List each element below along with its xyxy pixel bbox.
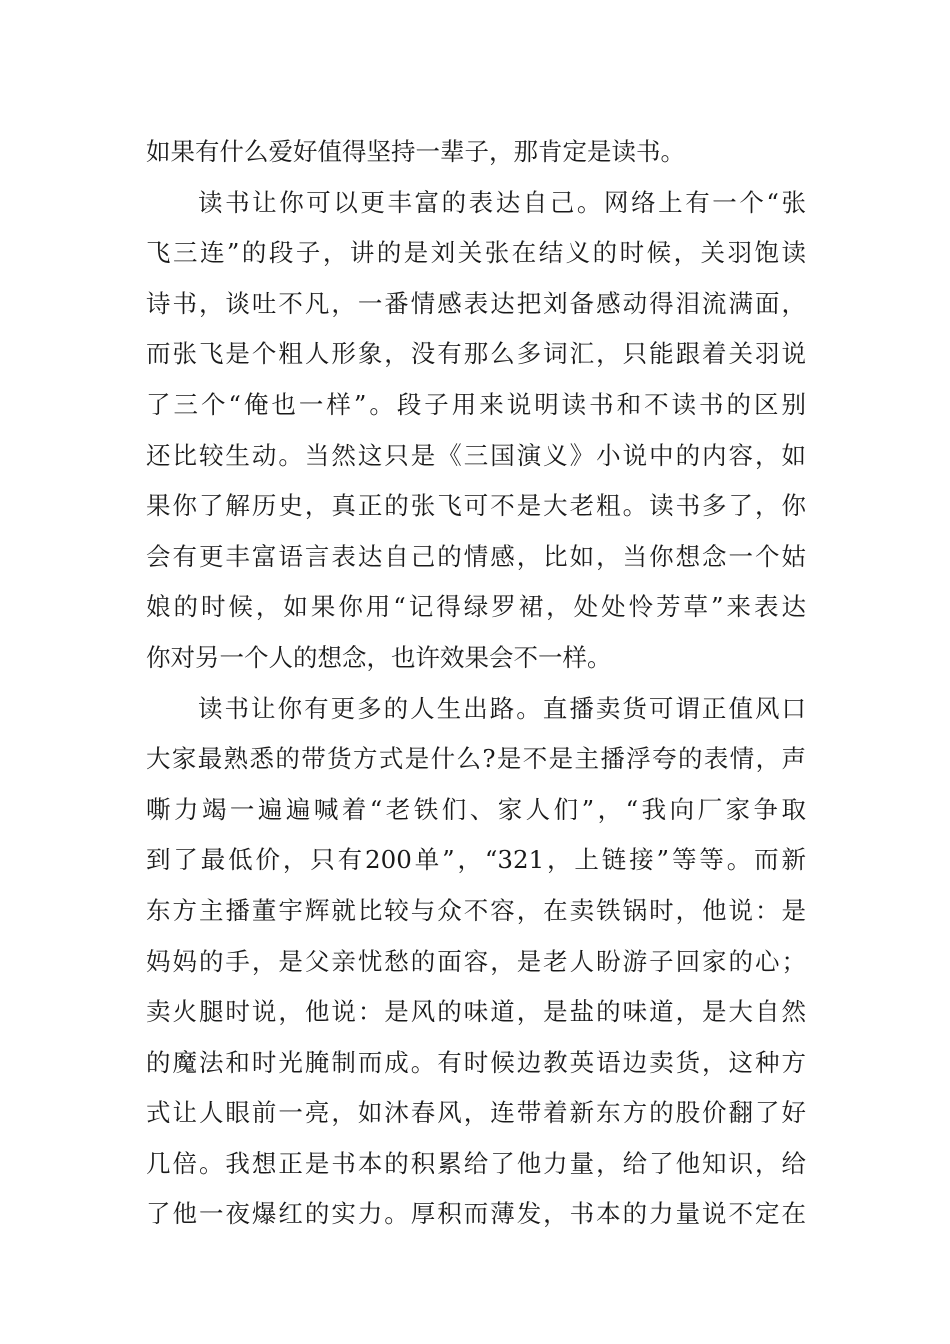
text-line: 你对另一个人的想念，也许效果会不一样。: [146, 642, 612, 672]
text-line: 东方主播董宇辉就比较与众不容，在卖铁锅时，他说：是: [146, 895, 806, 925]
paragraph-closing-line: [146, 127, 806, 178]
text-line: 会有更丰富语言表达自己的情感，比如，当你想念一个姑: [146, 541, 806, 571]
document-body: [146, 127, 806, 1240]
text-line: 嘶力竭一遍遍喊着“老铁们、家人们”，“我向厂家争取: [146, 794, 806, 824]
paragraph-career: [146, 684, 806, 1241]
text-line: 而张飞是个粗人形象，没有那么多词汇，只能跟着关羽说: [146, 339, 806, 369]
text-line: 几倍。我想正是书本的积累给了他力量，给了他知识，给: [146, 1148, 806, 1178]
text-line: 到了最低价，只有200单”，“321，上链接”等等。而新: [146, 845, 806, 875]
text-line: 如果有什么爱好值得坚持一辈子，那肯定是读书。: [146, 137, 685, 166]
text-line: 妈妈的手，是父亲忧愁的面容，是老人盼游子回家的心；: [146, 946, 806, 976]
paragraph-expression: [146, 178, 806, 684]
text-line: 诗书，谈吐不凡，一番情感表达把刘备感动得泪流满面，: [146, 288, 806, 318]
text-line: 娘的时候，如果你用“记得绿罗裙，处处怜芳草”来表达: [146, 592, 806, 622]
text-line: 果你了解历史，真正的张飞可不是大老粗。读书多了，你: [146, 491, 806, 521]
text-line: 的魔法和时光腌制而成。有时候边教英语边卖货，这种方: [146, 1047, 806, 1077]
text-line: 还比较生动。当然这只是《三国演义》小说中的内容，如: [146, 440, 806, 470]
text-line: 了他一夜爆红的实力。厚积而薄发，书本的力量说不定在: [146, 1199, 806, 1229]
text-line: 卖火腿时说，他说：是风的味道，是盐的味道，是大自然: [146, 997, 806, 1027]
text-line: 大家最熟悉的带货方式是什么?是不是主播浮夸的表情，声: [146, 744, 806, 774]
text-line: 飞三连”的段子，讲的是刘关张在结义的时候，关羽饱读: [146, 238, 806, 268]
text-line: 读书让你有更多的人生出路。直播卖货可谓正值风口: [198, 693, 806, 723]
text-line: 读书让你可以更丰富的表达自己。网络上有一个“张: [198, 187, 806, 217]
text-line: 式让人眼前一亮，如沐春风，连带着新东方的股价翻了好: [146, 1098, 806, 1128]
text-line: 了三个“俺也一样”。段子用来说明读书和不读书的区别: [146, 389, 806, 419]
